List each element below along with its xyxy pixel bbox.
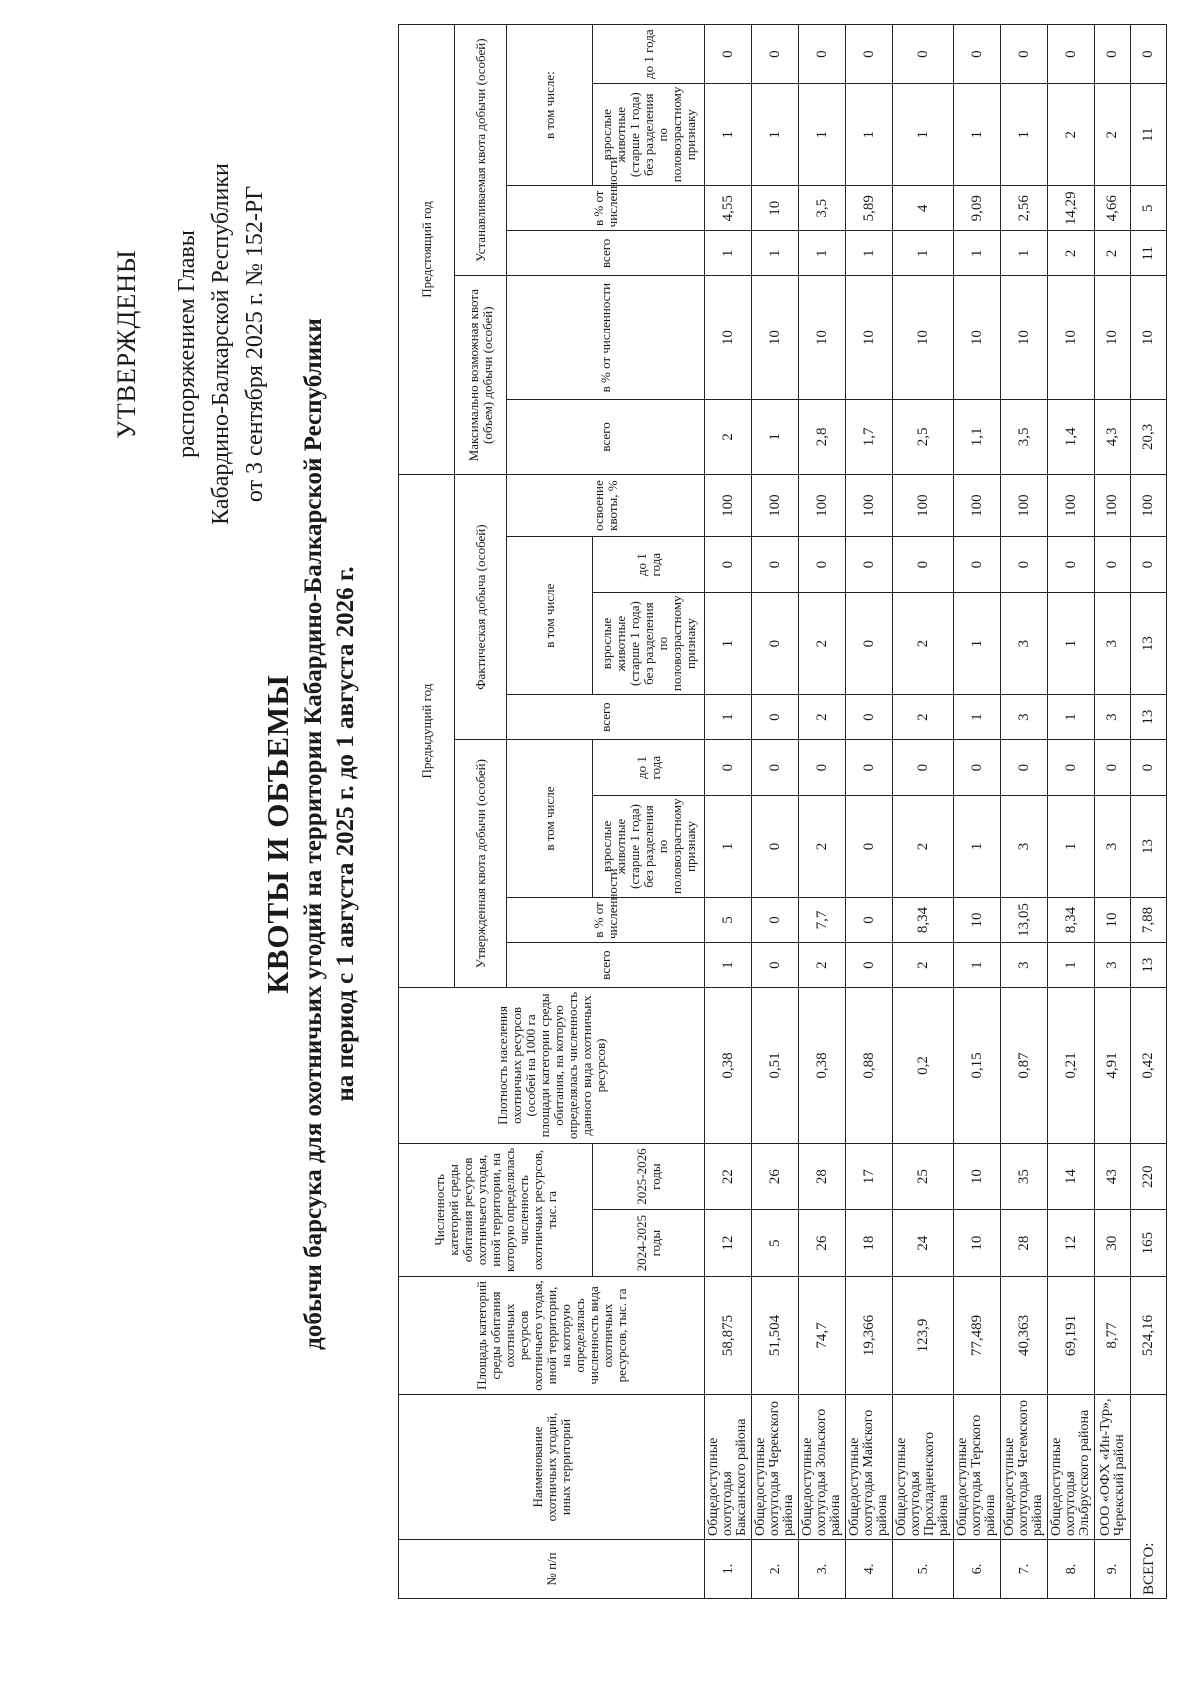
table-row bbox=[1095, 25, 1131, 1599]
cell-count-y2: 14 bbox=[1048, 1143, 1095, 1210]
cell-num: 7. bbox=[1001, 1539, 1048, 1598]
cell-ac-adults: 13 bbox=[1131, 593, 1167, 695]
th-ap-adults: взрослые животные (старше 1 года) без разделения по половозрастному признаку bbox=[593, 795, 705, 897]
th-count-y2: 2025-2026 годы bbox=[593, 1143, 705, 1210]
cell-ac-young: 0 bbox=[954, 537, 1001, 593]
cell-st-young: 0 bbox=[1001, 25, 1048, 84]
cell-name: Общедоступные охотугодья Эльбрусского района bbox=[1048, 1395, 1095, 1540]
cell-ac-young: 0 bbox=[893, 537, 954, 593]
cell-mx-pct: 10 bbox=[1001, 276, 1048, 399]
cell-ac-adults: 0 bbox=[752, 593, 799, 695]
cell-name: Общедоступные охотугодья Майского района bbox=[846, 1395, 893, 1540]
cell-mx-pct: 10 bbox=[846, 276, 893, 399]
cell-area: 40,363 bbox=[1001, 1276, 1048, 1394]
cell-ap-total: 1 bbox=[954, 943, 1001, 988]
cell-ac-total: 1 bbox=[705, 695, 752, 740]
cell-count-y2: 43 bbox=[1095, 1143, 1131, 1210]
cell-st-young: 0 bbox=[799, 25, 846, 84]
cell-ap-pct: 0 bbox=[846, 897, 893, 942]
cell-ac-total: 13 bbox=[1131, 695, 1167, 740]
cell-ac-total: 3 bbox=[1095, 695, 1131, 740]
cell-ac-young: 0 bbox=[846, 537, 893, 593]
cell-count-y1: 24 bbox=[893, 1210, 954, 1277]
cell-ap-adults: 2 bbox=[893, 795, 954, 897]
cell-st-total: 2 bbox=[1048, 231, 1095, 276]
cell-ap-pct: 8,34 bbox=[893, 897, 954, 942]
cell-mastery: 100 bbox=[1131, 474, 1167, 536]
cell-count-y1: 26 bbox=[799, 1210, 846, 1277]
cell-mastery: 100 bbox=[705, 474, 752, 536]
cell-num: 1. bbox=[705, 1539, 752, 1598]
document-header bbox=[258, 274, 362, 1394]
cell-ap-adults: 1 bbox=[1048, 795, 1095, 897]
cell-name: Общедоступные охотугодья Чегемского района bbox=[1001, 1395, 1048, 1540]
cell-area: 19,366 bbox=[846, 1276, 893, 1394]
cell-ap-adults: 0 bbox=[752, 795, 799, 897]
table-row bbox=[1048, 25, 1095, 1599]
cell-count-y1: 18 bbox=[846, 1210, 893, 1277]
cell-count-y1: 12 bbox=[705, 1210, 752, 1277]
cell-ap-adults: 3 bbox=[1001, 795, 1048, 897]
cell-st-young: 0 bbox=[1048, 25, 1095, 84]
cell-ac-young: 0 bbox=[705, 537, 752, 593]
cell-ap-pct: 0 bbox=[752, 897, 799, 942]
cell-ac-adults: 3 bbox=[1095, 593, 1131, 695]
cell-mastery: 100 bbox=[799, 474, 846, 536]
th-ac-total: всего bbox=[507, 695, 705, 740]
th-ap-pct: в % от численности bbox=[507, 897, 705, 942]
cell-mx-pct: 10 bbox=[1131, 276, 1167, 399]
cell-mx-pct: 10 bbox=[954, 276, 1001, 399]
approval-line-1: распоряжением Главы bbox=[174, 230, 200, 458]
cell-count-y2: 22 bbox=[705, 1143, 752, 1210]
th-density: Плотность населения охотничьих ресурсов (особей на 1000 га площади категории среды обитания, на которую определялась численность данного вида охотничьих ресурсов) bbox=[399, 988, 705, 1144]
cell-mx-total: 1,4 bbox=[1048, 399, 1095, 474]
cell-ap-total: 1 bbox=[705, 943, 752, 988]
cell-mastery: 100 bbox=[954, 474, 1001, 536]
cell-ac-total: 0 bbox=[752, 695, 799, 740]
cell-area: 8,77 bbox=[1095, 1276, 1131, 1394]
cell-ap-adults: 0 bbox=[846, 795, 893, 897]
table-row bbox=[705, 25, 752, 1599]
cell-num: 3. bbox=[799, 1539, 846, 1598]
cell-area: 58,875 bbox=[705, 1276, 752, 1394]
cell-area: 524,16 bbox=[1131, 1276, 1167, 1394]
cell-ac-adults: 3 bbox=[1001, 593, 1048, 695]
cell-count-y1: 10 bbox=[954, 1210, 1001, 1277]
cell-ap-pct: 10 bbox=[1095, 897, 1131, 942]
table-row bbox=[846, 25, 893, 1599]
table-row bbox=[799, 25, 846, 1599]
cell-st-adults: 1 bbox=[954, 84, 1001, 186]
cell-ac-adults: 0 bbox=[846, 593, 893, 695]
cell-st-adults: 1 bbox=[752, 84, 799, 186]
cell-name: Общедоступные охотугодья Зольского района bbox=[799, 1395, 846, 1540]
document-subtitle-2: на период с 1 августа 2025 г. до 1 августа 2026 г. bbox=[332, 566, 359, 1102]
cell-st-pct: 4,55 bbox=[705, 186, 752, 231]
cell-count-y2: 10 bbox=[954, 1143, 1001, 1210]
approval-block bbox=[110, 129, 272, 559]
approval-line-3: от 3 сентября 2025 г. № 152-РГ bbox=[242, 185, 268, 503]
cell-density: 0,87 bbox=[1001, 988, 1048, 1144]
cell-mx-pct: 10 bbox=[1048, 276, 1095, 399]
cell-st-young: 0 bbox=[893, 25, 954, 84]
cell-mastery: 100 bbox=[1048, 474, 1095, 536]
cell-st-adults: 11 bbox=[1131, 84, 1167, 186]
cell-ac-total: 0 bbox=[846, 695, 893, 740]
cell-mx-total: 2,8 bbox=[799, 399, 846, 474]
th-st-total: всего bbox=[507, 231, 705, 276]
cell-st-adults: 2 bbox=[1048, 84, 1095, 186]
cell-area: 69,191 bbox=[1048, 1276, 1095, 1394]
cell-ap-young: 0 bbox=[752, 740, 799, 796]
cell-ap-adults: 3 bbox=[1095, 795, 1131, 897]
cell-count-y2: 28 bbox=[799, 1143, 846, 1210]
th-ap-incl: в том числе bbox=[507, 740, 593, 898]
th-st-young: до 1 года bbox=[593, 25, 705, 84]
cell-total-label: ВСЕГО: bbox=[1131, 1395, 1167, 1599]
cell-name: ООО «ОФХ «Ин-Тур», Черекский район bbox=[1095, 1395, 1131, 1540]
cell-count-y1: 5 bbox=[752, 1210, 799, 1277]
cell-mx-total: 2 bbox=[705, 399, 752, 474]
cell-density: 0,15 bbox=[954, 988, 1001, 1144]
cell-mx-total: 20,3 bbox=[1131, 399, 1167, 474]
cell-name: Общедоступные охотугодья Баксанского района bbox=[705, 1395, 752, 1540]
cell-ac-adults: 2 bbox=[893, 593, 954, 695]
cell-density: 0,21 bbox=[1048, 988, 1095, 1144]
cell-mx-pct: 10 bbox=[893, 276, 954, 399]
th-name: Наименование охотничьих угодий, иных территорий bbox=[399, 1395, 705, 1540]
cell-st-total: 2 bbox=[1095, 231, 1131, 276]
cell-ac-adults: 1 bbox=[954, 593, 1001, 695]
cell-ac-total: 1 bbox=[1048, 695, 1095, 740]
cell-ap-total: 3 bbox=[1095, 943, 1131, 988]
th-prev-year: Предыдущий год bbox=[399, 474, 455, 987]
cell-area: 123,9 bbox=[893, 1276, 954, 1394]
cell-mastery: 100 bbox=[893, 474, 954, 536]
cell-ac-adults: 2 bbox=[799, 593, 846, 695]
th-ac-young: до 1 года bbox=[593, 537, 705, 593]
cell-ap-pct: 8,34 bbox=[1048, 897, 1095, 942]
cell-ap-adults: 2 bbox=[799, 795, 846, 897]
cell-density: 0,51 bbox=[752, 988, 799, 1144]
cell-st-pct: 4,66 bbox=[1095, 186, 1131, 231]
cell-num: 4. bbox=[846, 1539, 893, 1598]
cell-num: 5. bbox=[893, 1539, 954, 1598]
th-actual-harvest: Фактическая добыча (особей) bbox=[455, 474, 507, 739]
cell-count-y1: 28 bbox=[1001, 1210, 1048, 1277]
quota-table-wrapper bbox=[398, 24, 1167, 1599]
cell-ap-young: 0 bbox=[1048, 740, 1095, 796]
cell-mx-total: 2,5 bbox=[893, 399, 954, 474]
cell-ac-total: 2 bbox=[799, 695, 846, 740]
cell-mx-total: 4,3 bbox=[1095, 399, 1131, 474]
cell-st-young: 0 bbox=[954, 25, 1001, 84]
cell-mx-total: 1 bbox=[752, 399, 799, 474]
approval-line-2: Кабардино-Балкарской Республики bbox=[208, 163, 234, 525]
cell-st-pct: 14,29 bbox=[1048, 186, 1095, 231]
th-ac-adults: взрослые животные (старше 1 года) без разделения по половозрастному признаку bbox=[593, 593, 705, 695]
th-mastery: освоение квоты, % bbox=[507, 474, 705, 536]
cell-ap-young: 0 bbox=[799, 740, 846, 796]
cell-st-pct: 4 bbox=[893, 186, 954, 231]
th-ap-total: всего bbox=[507, 943, 705, 988]
cell-mx-total: 3,5 bbox=[1001, 399, 1048, 474]
cell-st-pct: 2,56 bbox=[1001, 186, 1048, 231]
cell-mastery: 100 bbox=[1001, 474, 1048, 536]
table-row bbox=[954, 25, 1001, 1599]
cell-ap-pct: 10 bbox=[954, 897, 1001, 942]
th-approved-quota: Утвержденная квота добычи (особей) bbox=[455, 740, 507, 988]
table-row bbox=[893, 25, 954, 1599]
cell-ac-adults: 1 bbox=[1048, 593, 1095, 695]
cell-ap-young: 0 bbox=[705, 740, 752, 796]
th-area: Площадь категорий среды обитания охотничьих ресурсов охотничьего угодья, иной территории, на которую определялась численность вида охотничьих ресурсов, тыс. га bbox=[399, 1276, 705, 1394]
cell-ac-young: 0 bbox=[1131, 537, 1167, 593]
cell-density: 0,38 bbox=[799, 988, 846, 1144]
cell-st-pct: 5 bbox=[1131, 186, 1167, 231]
th-count: Численность категорий среды обитания ресурсов охотничьего угодья, иной территории, на которую определялась численность охотничьих ресурсов, тыс. га bbox=[399, 1143, 593, 1276]
cell-st-adults: 1 bbox=[705, 84, 752, 186]
cell-st-young: 0 bbox=[705, 25, 752, 84]
cell-st-adults: 1 bbox=[799, 84, 846, 186]
cell-count-y2: 35 bbox=[1001, 1143, 1048, 1210]
cell-ap-pct: 7,7 bbox=[799, 897, 846, 942]
th-mx-pct: в % от численности bbox=[507, 276, 705, 399]
cell-count-y2: 25 bbox=[893, 1143, 954, 1210]
cell-ac-young: 0 bbox=[1048, 537, 1095, 593]
cell-st-adults: 1 bbox=[893, 84, 954, 186]
cell-st-total: 1 bbox=[893, 231, 954, 276]
cell-area: 74,7 bbox=[799, 1276, 846, 1394]
th-st-adults: взрослые животные (старше 1 года) без разделения по половозрастному признаку bbox=[593, 84, 705, 186]
cell-ap-young: 0 bbox=[1001, 740, 1048, 796]
cell-count-y1: 165 bbox=[1131, 1210, 1167, 1277]
cell-ac-young: 0 bbox=[752, 537, 799, 593]
cell-mastery: 100 bbox=[752, 474, 799, 536]
cell-ac-young: 0 bbox=[799, 537, 846, 593]
cell-ap-young: 0 bbox=[846, 740, 893, 796]
cell-ac-adults: 1 bbox=[705, 593, 752, 695]
cell-ap-total: 0 bbox=[752, 943, 799, 988]
cell-ap-adults: 13 bbox=[1131, 795, 1167, 897]
cell-ap-young: 0 bbox=[1095, 740, 1131, 796]
table-row bbox=[1001, 25, 1048, 1599]
cell-ac-total: 2 bbox=[893, 695, 954, 740]
cell-st-young: 0 bbox=[1131, 25, 1167, 84]
cell-mx-pct: 10 bbox=[705, 276, 752, 399]
th-ac-incl: в том числе bbox=[507, 537, 593, 695]
cell-ap-young: 0 bbox=[954, 740, 1001, 796]
cell-mastery: 100 bbox=[846, 474, 893, 536]
cell-st-total: 11 bbox=[1131, 231, 1167, 276]
cell-ap-total: 0 bbox=[846, 943, 893, 988]
cell-ap-pct: 13,05 bbox=[1001, 897, 1048, 942]
cell-num: 6. bbox=[954, 1539, 1001, 1598]
cell-ac-young: 0 bbox=[1001, 537, 1048, 593]
cell-mx-total: 1,7 bbox=[846, 399, 893, 474]
th-st-pct: в % от численности bbox=[507, 186, 705, 231]
cell-ap-adults: 1 bbox=[705, 795, 752, 897]
cell-num: 8. bbox=[1048, 1539, 1095, 1598]
cell-st-total: 1 bbox=[799, 231, 846, 276]
cell-count-y1: 30 bbox=[1095, 1210, 1131, 1277]
cell-count-y1: 12 bbox=[1048, 1210, 1095, 1277]
cell-ap-total: 2 bbox=[893, 943, 954, 988]
cell-st-adults: 1 bbox=[846, 84, 893, 186]
th-st-incl: в том числе: bbox=[507, 25, 593, 186]
cell-ap-total: 1 bbox=[1048, 943, 1095, 988]
th-ap-young: до 1 года bbox=[593, 740, 705, 796]
cell-density: 0,42 bbox=[1131, 988, 1167, 1144]
cell-name: Общедоступные охотугодья Прохладненского района bbox=[893, 1395, 954, 1540]
cell-mx-total: 1,1 bbox=[954, 399, 1001, 474]
cell-st-adults: 2 bbox=[1095, 84, 1131, 186]
cell-name: Общедоступные охотугодья Терского района bbox=[954, 1395, 1001, 1540]
cell-ac-young: 0 bbox=[1095, 537, 1131, 593]
th-mx-total: всего bbox=[507, 399, 705, 474]
cell-density: 0,88 bbox=[846, 988, 893, 1144]
cell-st-adults: 1 bbox=[1001, 84, 1048, 186]
cell-count-y2: 220 bbox=[1131, 1143, 1167, 1210]
th-set-quota: Устанавливаемая квота добычи (особей) bbox=[455, 25, 507, 276]
cell-mx-pct: 10 bbox=[799, 276, 846, 399]
cell-count-y2: 17 bbox=[846, 1143, 893, 1210]
cell-st-young: 0 bbox=[1095, 25, 1131, 84]
cell-num: 2. bbox=[752, 1539, 799, 1598]
cell-st-total: 1 bbox=[846, 231, 893, 276]
cell-st-young: 0 bbox=[752, 25, 799, 84]
th-next-year: Предстоящий год bbox=[399, 25, 455, 475]
cell-st-pct: 5,89 bbox=[846, 186, 893, 231]
cell-st-pct: 10 bbox=[752, 186, 799, 231]
cell-st-total: 1 bbox=[705, 231, 752, 276]
table-row bbox=[752, 25, 799, 1599]
cell-ap-young: 0 bbox=[1131, 740, 1167, 796]
cell-ap-pct: 7,88 bbox=[1131, 897, 1167, 942]
cell-ap-young: 0 bbox=[893, 740, 954, 796]
cell-st-total: 1 bbox=[752, 231, 799, 276]
cell-ap-adults: 1 bbox=[954, 795, 1001, 897]
cell-ap-pct: 5 bbox=[705, 897, 752, 942]
cell-name: Общедоступные охотугодья Черекского района bbox=[752, 1395, 799, 1540]
cell-ap-total: 3 bbox=[1001, 943, 1048, 988]
cell-st-pct: 3,5 bbox=[799, 186, 846, 231]
cell-ap-total: 13 bbox=[1131, 943, 1167, 988]
cell-ap-total: 2 bbox=[799, 943, 846, 988]
cell-st-total: 1 bbox=[1001, 231, 1048, 276]
cell-mastery: 100 bbox=[1095, 474, 1131, 536]
th-num: № п/п bbox=[399, 1539, 705, 1598]
cell-ac-total: 1 bbox=[954, 695, 1001, 740]
document-title: КВОТЫ И ОБЪЕМЫ bbox=[260, 674, 295, 994]
th-max-quota: Максимально возможная квота (объем) добычи (особей) bbox=[455, 276, 507, 475]
cell-st-pct: 9,09 bbox=[954, 186, 1001, 231]
document-subtitle-1: добычи барсука для охотничьих угодий на территории Кабардино-Балкарской Республики bbox=[300, 318, 327, 1350]
approval-title: УТВЕРЖДЕНЫ bbox=[112, 249, 141, 439]
cell-count-y2: 26 bbox=[752, 1143, 799, 1210]
table-total-row bbox=[1131, 25, 1167, 1599]
cell-area: 51,504 bbox=[752, 1276, 799, 1394]
cell-st-young: 0 bbox=[846, 25, 893, 84]
cell-st-total: 1 bbox=[954, 231, 1001, 276]
cell-area: 77,489 bbox=[954, 1276, 1001, 1394]
cell-ac-total: 3 bbox=[1001, 695, 1048, 740]
th-count-y1: 2024-2025 годы bbox=[593, 1210, 705, 1277]
cell-density: 0,38 bbox=[705, 988, 752, 1144]
cell-density: 0,2 bbox=[893, 988, 954, 1144]
quota-table bbox=[398, 24, 1167, 1599]
cell-mx-pct: 10 bbox=[1095, 276, 1131, 399]
cell-mx-pct: 10 bbox=[752, 276, 799, 399]
cell-num: 9. bbox=[1095, 1539, 1131, 1598]
cell-density: 4,91 bbox=[1095, 988, 1131, 1144]
